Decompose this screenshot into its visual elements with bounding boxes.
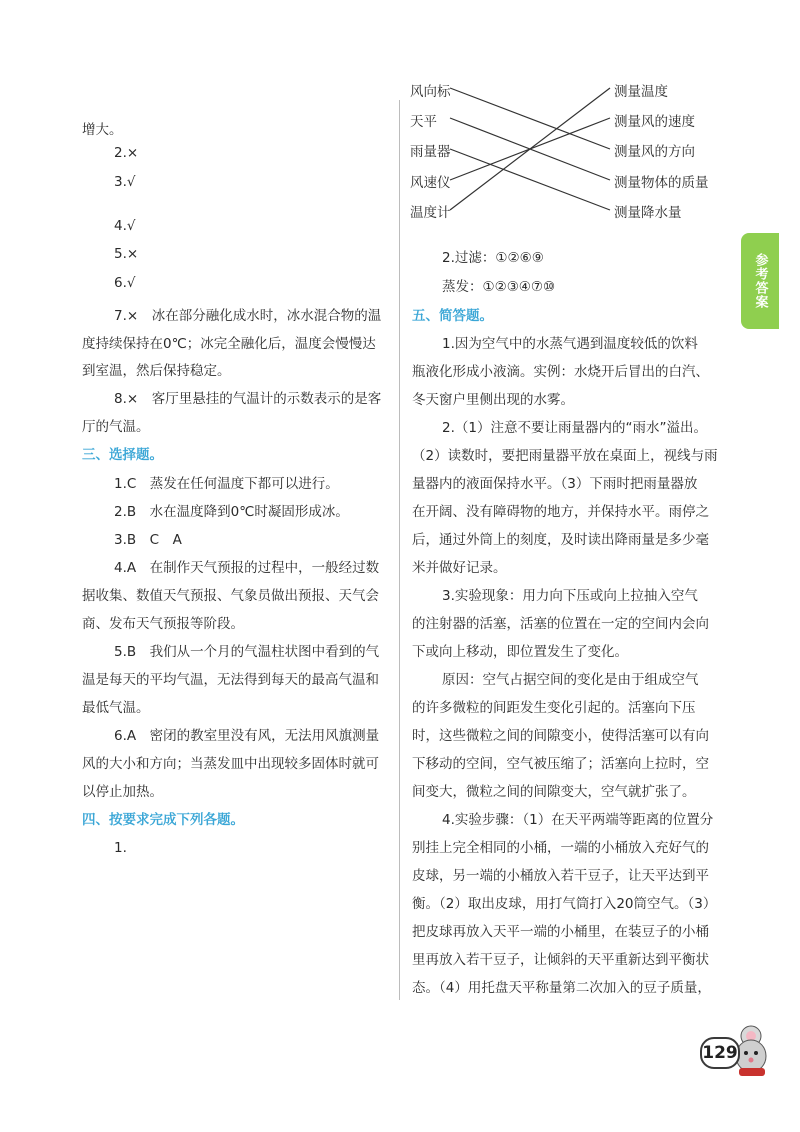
text-line: 到室温，然后保持稳定。 bbox=[82, 363, 231, 379]
match-left-item: 天平 bbox=[410, 114, 437, 130]
answer-line: 4.√ bbox=[114, 218, 136, 234]
section-heading: 五、简答题。 bbox=[412, 308, 493, 324]
text-line: 据收集、数值天气预报、气象员做出预报、天气会 bbox=[82, 588, 379, 604]
text-line: 3.B C A bbox=[114, 532, 182, 548]
text-line: 在开阔、没有障碍物的地方，并保持水平。雨停之 bbox=[412, 504, 709, 520]
text-line: 里再放入若干豆子，让倾斜的天平重新达到平衡状 bbox=[412, 952, 709, 968]
answer-line: 6.√ bbox=[114, 275, 136, 291]
match-left-item: 风速仪 bbox=[410, 175, 451, 191]
text-line: 6.A 密闭的教室里没有风，无法用风旗测量 bbox=[114, 728, 380, 744]
match-right-item: 测量风的方向 bbox=[614, 144, 695, 160]
text-line: 蒸发：①②③④⑦⑩ bbox=[442, 279, 556, 295]
section-heading: 三、选择题。 bbox=[82, 447, 163, 463]
text-line: 4.实验步骤：（1）在天平两端等距离的位置分 bbox=[442, 812, 714, 828]
text-line: 以停止加热。 bbox=[82, 784, 163, 800]
match-right-item: 测量风的速度 bbox=[614, 114, 695, 130]
text-line: 1.因为空气中的水蒸气遇到温度较低的饮料 bbox=[442, 336, 698, 352]
text-line: 1.C 蒸发在任何温度下都可以进行。 bbox=[114, 476, 339, 492]
text-line: 别挂上完全相同的小桶，一端的小桶放入充好气的 bbox=[412, 840, 709, 856]
text-line: 下移动的空间，空气被压缩了；活塞向上拉时，空 bbox=[412, 756, 709, 772]
text-line: 3.实验现象：用力向下压或向上拉抽入空气 bbox=[442, 588, 698, 604]
section-heading: 四、按要求完成下列各题。 bbox=[82, 812, 244, 828]
text-line: 2.（1）注意不要让雨量器内的“雨水”溢出。 bbox=[442, 420, 707, 436]
text-line: 商、发布天气预报等阶段。 bbox=[82, 616, 244, 632]
answer-line: 5.× bbox=[114, 246, 139, 262]
text-line: 度持续保持在0℃；冰完全融化后，温度会慢慢达 bbox=[82, 336, 376, 352]
text-line: 间变大，微粒之间的间隙变大，空气就扩张了。 bbox=[412, 784, 696, 800]
text-line: 把皮球再放入天平一端的小桶里，在装豆子的小桶 bbox=[412, 924, 709, 940]
right-column bbox=[400, 0, 800, 1132]
text-line: 时，这些微粒之间的间隙变小，使得活塞可以有向 bbox=[412, 728, 709, 744]
text-line: 原因：空气占据空间的变化是由于组成空气 bbox=[442, 672, 699, 688]
text-line: 2.过滤：①②⑥⑨ bbox=[442, 250, 544, 266]
text-line: 最低气温。 bbox=[82, 700, 150, 716]
text-line: 厅的气温。 bbox=[82, 419, 150, 435]
page-number: 129 bbox=[700, 1037, 740, 1069]
text-line: 量器内的液面保持水平。（3）下雨时把雨量器放 bbox=[412, 476, 698, 492]
text-line: 风的大小和方向；当蒸发皿中出现较多固体时就可 bbox=[82, 756, 379, 772]
text-line: 瓶液化形成小液滴。实例：水烧开后冒出的白汽、 bbox=[412, 364, 709, 380]
match-left-item: 温度计 bbox=[410, 205, 451, 221]
text-line: 2.B 水在温度降到0℃时凝固形成冰。 bbox=[114, 504, 349, 520]
match-left-item: 雨量器 bbox=[410, 144, 451, 160]
text-line: 皮球，另一端的小桶放入若干豆子，让天平达到平 bbox=[412, 868, 709, 884]
text-line: 5.B 我们从一个月的气温柱状图中看到的气 bbox=[114, 644, 380, 660]
text-line: 衡。（2）取出皮球，用打气筒打入20筒空气。（3） bbox=[412, 896, 717, 912]
text-line: 增大。 bbox=[82, 122, 123, 138]
text-line: 8.× 客厅里悬挂的气温计的示数表示的是客 bbox=[114, 391, 382, 407]
text-line: 米并做好记录。 bbox=[412, 560, 507, 576]
match-right-item: 测量温度 bbox=[614, 84, 668, 100]
text-line: 态。（4）用托盘天平称量第二次加入的豆子质量， bbox=[412, 980, 711, 996]
answer-key-tab: 参考答案 bbox=[741, 233, 779, 329]
text-line: 冬天窗户里侧出现的水雾。 bbox=[412, 392, 574, 408]
text-line: 4.A 在制作天气预报的过程中，一般经过数 bbox=[114, 560, 380, 576]
text-line: 的许多微粒的间距发生变化引起的。活塞向下压 bbox=[412, 700, 696, 716]
text-line: （2）读数时，要把雨量器平放在桌面上，视线与雨 bbox=[412, 448, 718, 464]
match-right-item: 测量降水量 bbox=[614, 205, 682, 221]
text-line: 7.× 冰在部分融化成水时，冰水混合物的温 bbox=[114, 308, 382, 324]
text-line: 的注射器的活塞，活塞的位置在一定的空间内会向 bbox=[412, 616, 709, 632]
match-right-item: 测量物体的质量 bbox=[614, 175, 709, 191]
text-line: 1. bbox=[114, 840, 127, 856]
answer-line: 2.× bbox=[114, 145, 139, 161]
answer-line: 3.√ bbox=[114, 174, 136, 190]
text-line: 温是每天的平均气温，无法得到每天的最高气温和 bbox=[82, 672, 379, 688]
text-line: 下或向上移动，即位置发生了变化。 bbox=[412, 644, 628, 660]
match-left-item: 风向标 bbox=[410, 84, 451, 100]
text-line: 后，通过外筒上的刻度，及时读出降雨量是多少毫 bbox=[412, 532, 709, 548]
